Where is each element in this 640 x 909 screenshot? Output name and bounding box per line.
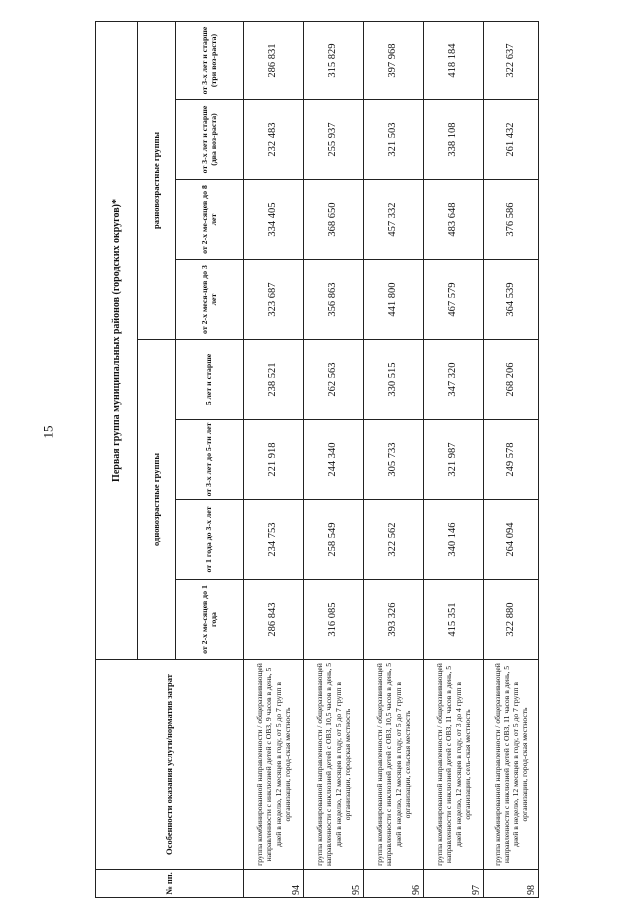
- cell-value: 244 340: [304, 420, 364, 500]
- row-desc: группа комбинированной направленности / общеразвивающей направленности с инклюзией детей с ОВЗ, 11 часов в день, 5 дней в неделю, 12 месяцев в году, от 5 до 7 групп в организации, город-ская местность: [484, 660, 539, 870]
- cell-value: 268 206: [484, 340, 539, 420]
- header-col-4: 5 лет и старше: [176, 340, 244, 420]
- cell-value: 321 987: [424, 420, 484, 500]
- cell-value: 376 586: [484, 180, 539, 260]
- cell-value: 249 578: [484, 420, 539, 500]
- cell-value: 321 503: [364, 100, 424, 180]
- header-num: № пп.: [96, 870, 244, 898]
- row-num: 98: [484, 870, 539, 898]
- table-row: [304, 21, 364, 897]
- header-desc: Особенности оказания услуги/норматив затрат: [96, 660, 244, 870]
- rotated-table-container: [95, 22, 540, 898]
- cell-value: 334 405: [244, 180, 304, 260]
- header-group-title: Первая группа муниципальных районов (городских округов)*: [96, 21, 138, 659]
- row-num: 95: [304, 870, 364, 898]
- cell-value: 330 515: [364, 340, 424, 420]
- cell-value: 255 937: [304, 100, 364, 180]
- cell-value: 356 863: [304, 260, 364, 340]
- cell-value: 368 650: [304, 180, 364, 260]
- cell-value: 322 880: [484, 580, 539, 660]
- cell-value: 364 539: [484, 260, 539, 340]
- cell-value: 467 579: [424, 260, 484, 340]
- cell-value: 338 108: [424, 100, 484, 180]
- row-num: 97: [424, 870, 484, 898]
- cell-value: 322 562: [364, 500, 424, 580]
- cell-value: 415 351: [424, 580, 484, 660]
- cell-value: 286 843: [244, 580, 304, 660]
- cell-value: 234 753: [244, 500, 304, 580]
- cell-value: 323 687: [244, 260, 304, 340]
- table-wrapper: [95, 22, 640, 898]
- cell-value: 286 831: [244, 21, 304, 99]
- cell-value: 393 326: [364, 580, 424, 660]
- header-col-5: от 2-х меся-цев до 3 лет: [176, 260, 244, 340]
- cell-value: 347 320: [424, 340, 484, 420]
- cell-value: 264 094: [484, 500, 539, 580]
- cell-value: 322 637: [484, 21, 539, 99]
- cell-value: 441 800: [364, 260, 424, 340]
- cell-value: 315 829: [304, 21, 364, 99]
- header-col-8: от 3-х лет и старше (три воз-раста): [176, 21, 244, 99]
- cell-value: 305 733: [364, 420, 424, 500]
- row-num: 94: [244, 870, 304, 898]
- cell-value: 418 184: [424, 21, 484, 99]
- row-desc: группа комбинированной направленности / общеразвивающей направленности с инклюзией детей с ОВЗ, 10,5 часов в день, 5 дней в неделю, 12 месяцев в году, от 5 до 7 групп в организации, городская местность: [304, 660, 364, 870]
- cell-value: 238 521: [244, 340, 304, 420]
- header-col-3: от 3-х лет до 5-ти лет: [176, 420, 244, 500]
- row-desc: группа комбинированной направленности / общеразвивающей направленности с инклюзией детей с ОВЗ, 9 часов в день, 5 дней в неделю, 12 месяцев в году, от 5 до 7 групп в организации, город-ская местность: [244, 660, 304, 870]
- cell-value: 340 146: [424, 500, 484, 580]
- cell-value: 232 483: [244, 100, 304, 180]
- cell-value: 483 648: [424, 180, 484, 260]
- cell-value: 397 968: [364, 21, 424, 99]
- header-col-1: от 2-х ме-сяцев до 1 года: [176, 580, 244, 660]
- cell-value: 457 332: [364, 180, 424, 260]
- row-desc: группа комбинированной направленности / общеразвивающей направленности с инклюзией детей с ОВЗ, 10,5 часов в день, 5 дней в неделю, 12 месяцев в году, от 5 до 7 групп в организации, сельская местность: [364, 660, 424, 870]
- cost-norms-table: [95, 21, 539, 898]
- cell-value: 221 918: [244, 420, 304, 500]
- row-desc: группа комбинированной направленности / общеразвивающей направленности с инклюзией детей с ОВЗ, 11 часов в день, 5 дней в неделю, 12 месяцев в году, от 3 до 4 групп в организации, сель-ская местность: [424, 660, 484, 870]
- header-col-7: от 3-х лет и старше (два воз-раста): [176, 100, 244, 180]
- table-row: [424, 21, 484, 897]
- table-row: [364, 21, 424, 897]
- table-row: [484, 21, 539, 897]
- row-num: 96: [364, 870, 424, 898]
- header-col-6: от 2-х ме-сяцев до 8 лет: [176, 180, 244, 260]
- header-col-2: от 1 года до 3-х лет: [176, 500, 244, 580]
- header-subgroup-single: одновозрастные группы: [138, 340, 176, 660]
- header-subgroup-mixed: разновозрастные группы: [138, 21, 176, 339]
- cell-value: 262 563: [304, 340, 364, 420]
- cell-value: 316 085: [304, 580, 364, 660]
- cell-value: 261 432: [484, 100, 539, 180]
- page-number: 15: [40, 425, 56, 439]
- cell-value: 258 549: [304, 500, 364, 580]
- table-row: [244, 21, 304, 897]
